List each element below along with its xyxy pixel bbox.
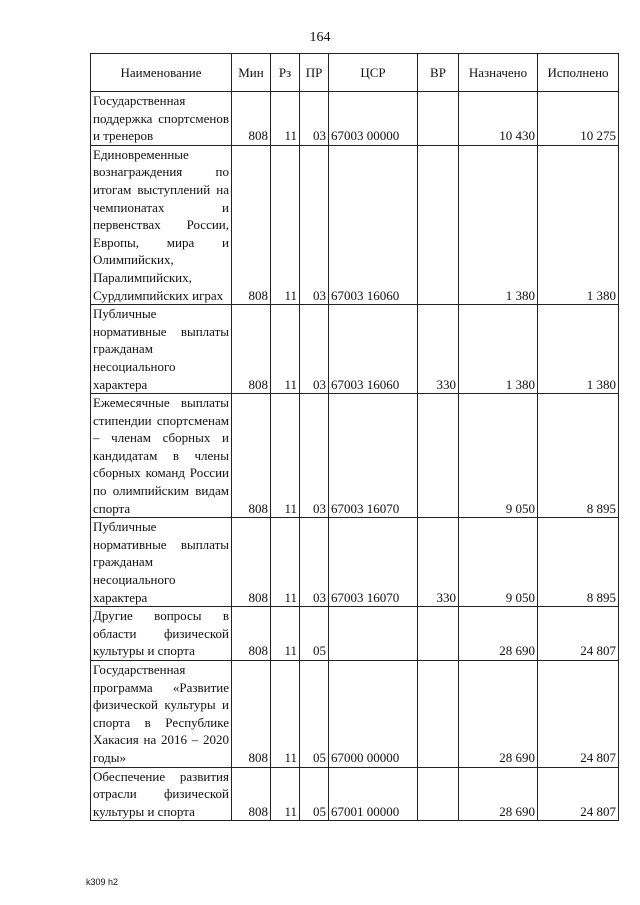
row-executed: 24 807 [538, 661, 619, 768]
row-csr: 67003 16060 [329, 145, 418, 304]
row-vr [418, 661, 459, 768]
row-executed: 8 895 [538, 518, 619, 607]
row-csr: 67000 00000 [329, 661, 418, 768]
row-name: Государственная поддержка спортсменов и тренеров [91, 92, 232, 146]
page-number: 164 [309, 30, 331, 45]
row-min: 808 [232, 661, 271, 768]
row-assigned: 28 690 [459, 607, 538, 661]
row-executed: 8 895 [538, 394, 619, 518]
row-pr: 03 [300, 518, 329, 607]
row-vr [418, 767, 459, 821]
row-min: 808 [232, 518, 271, 607]
row-assigned: 10 430 [459, 92, 538, 146]
row-name: Публичные нормативные выплаты гражданам несоциального характера [91, 518, 232, 607]
row-executed: 10 275 [538, 92, 619, 146]
row-rz: 11 [271, 145, 300, 304]
row-executed: 1 380 [538, 305, 619, 394]
table-row [91, 305, 619, 394]
row-vr [418, 145, 459, 304]
row-name: Публичные нормативные выплаты гражданам несоциального характера [91, 305, 232, 394]
budget-table [90, 53, 619, 821]
row-vr: 330 [418, 305, 459, 394]
column-header-vr: ВР [418, 54, 459, 92]
column-header-assigned: Назначено [459, 54, 538, 92]
row-name: Единовременные вознаграждения по итогам выступлений на чемпионатах и первенствах России, Европы, мира и Олимпийских, Паралимпийских, Сурдлимпийских играх [91, 145, 232, 304]
row-vr [418, 92, 459, 146]
column-header-min: Мин [232, 54, 271, 92]
row-assigned: 9 050 [459, 518, 538, 607]
row-min: 808 [232, 607, 271, 661]
row-csr: 67003 16070 [329, 394, 418, 518]
row-pr: 05 [300, 607, 329, 661]
row-rz: 11 [271, 518, 300, 607]
row-assigned: 9 050 [459, 394, 538, 518]
row-name: Другие вопросы в области физической культуры и спорта [91, 607, 232, 661]
row-pr: 05 [300, 661, 329, 768]
table-row [91, 661, 619, 768]
table-header-row [91, 54, 619, 92]
row-csr [329, 607, 418, 661]
row-rz: 11 [271, 661, 300, 768]
row-csr: 67001 00000 [329, 767, 418, 821]
column-header-executed: Исполнено [538, 54, 619, 92]
row-min: 808 [232, 305, 271, 394]
row-csr: 67003 16060 [329, 305, 418, 394]
row-assigned: 1 380 [459, 145, 538, 304]
table-row [91, 518, 619, 607]
row-assigned: 1 380 [459, 305, 538, 394]
row-pr: 05 [300, 767, 329, 821]
row-pr: 03 [300, 394, 329, 518]
row-csr: 67003 00000 [329, 92, 418, 146]
column-header-rz: Рз [271, 54, 300, 92]
row-executed: 1 380 [538, 145, 619, 304]
row-min: 808 [232, 92, 271, 146]
row-rz: 11 [271, 607, 300, 661]
row-pr: 03 [300, 92, 329, 146]
row-min: 808 [232, 394, 271, 518]
row-name: Обеспечение развития отрасли физической культуры и спорта [91, 767, 232, 821]
row-rz: 11 [271, 305, 300, 394]
row-vr: 330 [418, 518, 459, 607]
row-executed: 24 807 [538, 607, 619, 661]
table-row [91, 145, 619, 304]
row-pr: 03 [300, 305, 329, 394]
document-code: k309 h2 [86, 877, 119, 887]
row-assigned: 28 690 [459, 661, 538, 768]
row-rz: 11 [271, 767, 300, 821]
row-name: Ежемесячные выплаты стипендии спортсменам – членам сборных и кандидатам в члены сборных команд России по олимпийским видам спорта [91, 394, 232, 518]
column-header-csr: ЦСР [329, 54, 418, 92]
row-executed: 24 807 [538, 767, 619, 821]
row-assigned: 28 690 [459, 767, 538, 821]
row-vr [418, 607, 459, 661]
row-vr [418, 394, 459, 518]
row-rz: 11 [271, 92, 300, 146]
table-row [91, 92, 619, 146]
row-min: 808 [232, 145, 271, 304]
table-row [91, 394, 619, 518]
table-row [91, 607, 619, 661]
row-csr: 67003 16070 [329, 518, 418, 607]
column-header-name: Наименование [91, 54, 232, 92]
row-pr: 03 [300, 145, 329, 304]
row-min: 808 [232, 767, 271, 821]
column-header-pr: ПР [300, 54, 329, 92]
row-name: Государственная программа «Развитие физической культуры и спорта в Республике Хакасия на 2016 – 2020 годы» [91, 661, 232, 768]
table-row [91, 767, 619, 821]
row-rz: 11 [271, 394, 300, 518]
